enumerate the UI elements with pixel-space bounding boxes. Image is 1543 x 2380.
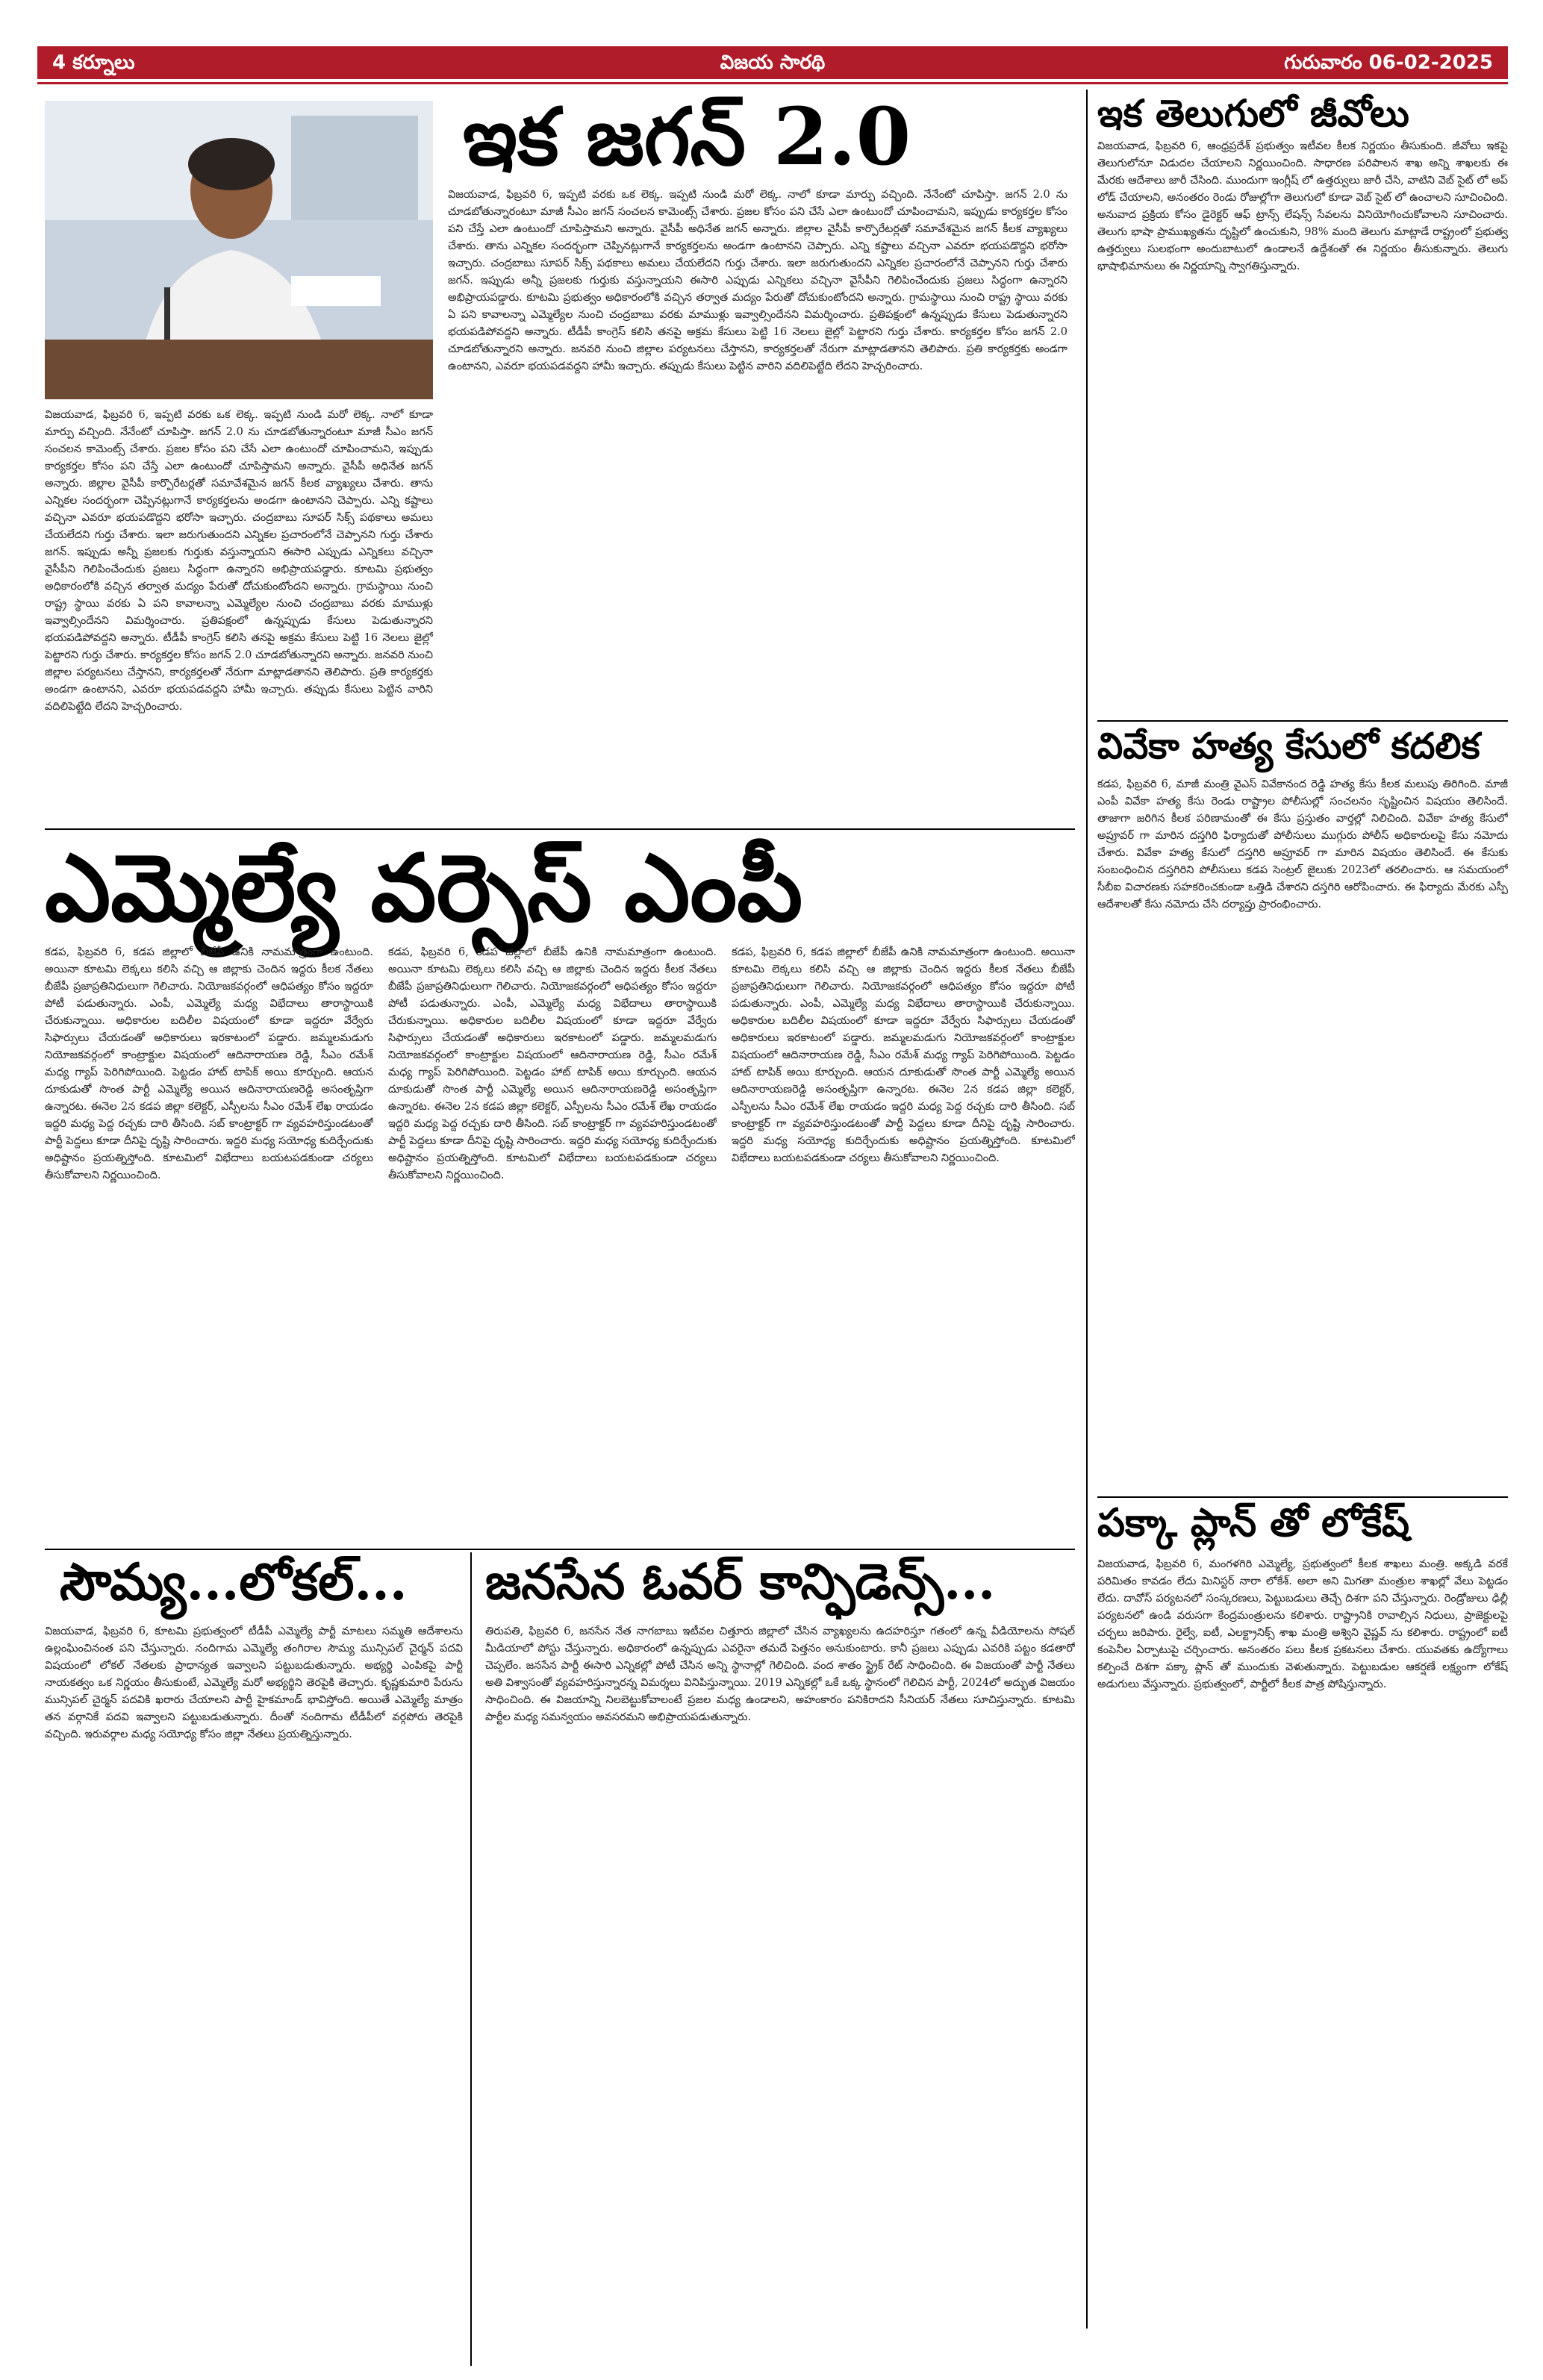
mla-mp-headline: ఎమ్మెల్యే వర్సెస్ ఎంపీ: [45, 834, 803, 943]
janasena-headline: జనసేన ఓవర్ కాన్ఫిడెన్స్...: [485, 1552, 996, 1611]
janasena-body: తిరుపతి, ఫిబ్రవరి 6, జనసేన నేత నాగబాబు ఇటీవల చిత్తూరు జిల్లాలో చేసిన వ్యాఖ్యలను ఉదహరిస్తూ గతంలో ఉన్న వీడియోలను సోషల్ మీడియాలో పోస్టు చేస్తున్నారు. అధికారంలో ఉన్నప్పుడు ఎవరైనా తమదే పెత్తనం అనుకుంటారు. కానీ ప్రజలు ఎప్పుడు ఎవరికి పట్టం కడతారో చెప్పలేం. జనసేన పార్టీ ఈసారి ఎన్నికల్లో పోటీ చేసిన అన్ని స్థానాల్లో గెలిచింది. వంద శాతం స్ట్రైక్ రేట్ సాధించింది. ఈ విజయంతో పార్టీ నేతలు అతి విశ్వాసంతో వ్యవహరిస్తున్నారన్న విమర్శలు వినిపిస్తున్నాయి. 2019 ఎన్నికల్లో ఒకే ఒక్క స్థానంలో గెలిచిన పార్టీ, 2024లో అద్భుత విజయం సాధించింది. ఈ విజయాన్ని నిలబెట్టుకోవాలంటే ప్రజల మధ్య ఉండాలని, అహంకారం పనికిరాదని సీనియర్ నేతలు సూచిస్తున్నారు. కూటమి పార్టీల మధ్య సమన్వయం అవసరమని అభిప్రాయపడుతున్నారు.: [485, 1625, 1075, 1723]
page-label: 4 కర్నూలు: [52, 51, 135, 74]
paper-name: విజయ సారథి: [720, 51, 826, 74]
somya-headline: సౌమ్య...లోకల్...: [60, 1552, 408, 1612]
story-divider: [1097, 1496, 1508, 1498]
page-header: [0, 0, 1543, 90]
column-divider: [470, 1552, 472, 2366]
jagan-body-col2: విజయవాడ, ఫిబ్రవరి 6, ఇప్పటి వరకు ఒక లెక్క. ఇప్పటి నుండి మరో లెక్క. నాలో కూడా మార్పు వచ్చింది. నేనేంటో చూపిస్తా. జగన్ 2.0 ను చూడబోతున్నారంటూ మాజీ సీఎం జగన్ సంచలన కామెంట్స్ చేశారు. ప్రజల కోసం పని చేసే ఎలా ఉంటుందో చూపించామని, ఇప్పుడు కార్యకర్తల కోసం పని చేస్తే ఎలా ఉంటుందో చూపిస్తామని అన్నారు. వైసీపీ అధినేత జగన్ అన్నారు. జిల్లాల వైసీపీ కార్పొరేటర్లతో సమావేశమైన జగన్ కీలక వ్యాఖ్యలు చేశారు. తాను ఎన్నికల సందర్భంగా చెప్పినట్లుగానే కార్యకర్తలను అండగా ఉంటానని చెప్పారు. ఎన్ని కష్టాలు వచ్చినా ఎవరూ భయపడొద్దని భరోసా ఇచ్చారు. చంద్రబాబు సూపర్ సిక్స్ పథకాలు అమలు చేయలేదని గుర్తు చేశారు. ఇలా జరుగుతుందని ఎన్నికల ప్రచారంలోనే చెప్పానని గుర్తు చేశారు జగన్. ఇప్పుడు అన్నీ ప్రజలకు గుర్తుకు వస్తున్నాయని ఈసారి ఎప్పుడు ఎన్నికలు వచ్చినా వైసీపీని గెలిపించేందుకు ప్రజలు సిద్ధంగా ఉన్నారని అభిప్రాయపడ్డారు. కూటమి ప్రభుత్వం అధికారంలోకి వచ్చిన తర్వాత మద్యం పేరుతో దోచుకుంటోందని అన్నారు. గ్రామస్థాయి నుంచి రాష్ట్ర స్థాయి వరకు ఏ పని కావాలన్నా ఎమ్మెల్యేల నుంచి చంద్రబాబు వరకు మాముళ్లు ఇవ్వాల్సిందేనని విమర్శించారు. ప్రతిపక్షంలో ఉన్నప్పుడు కేసులు పెడుతున్నారని భయపడిపోవద్దని అన్నారు. టీడీపీ కాంగ్రెస్ కలిసి తనపై అక్రమ కేసులు పెట్టి 16 నెలలు జైల్లో పెట్టారని గుర్తు చేశారు. కార్యకర్తల కోసం జగన్ 2.0 చూడబోతున్నారని అన్నారు. జనవరి నుంచి జిల్లాల పర్యటనలు చేస్తానని, కార్యకర్తలతో నేరుగా మాట్లాడతానని తెలిపారు. ప్రతి కార్యకర్తకు అండగా ఉంటానని, ఎవరూ భయపడవద్దని హామీ ఇచ్చారు. తప్పుడు కేసులు పెట్టిన వారిని వదిలిపెట్టేది లేదని హెచ్చరించారు.: [448, 189, 1067, 372]
somya-body: విజయవాడ, ఫిబ్రవరి 6, కూటమి ప్రభుత్వంలో టీడీపీ ఎమ్మెల్యే పార్టీ మాటలు సమ్మతి ఆదేశాలను ఉల్లంఘించినంత పని చేస్తున్నారు. నందిగామ ఎమ్మెల్యే తంగిరాల సౌమ్య మున్సిపల్ చైర్మన్ పదవి విషయంలో లోకల్ నేతలకు ప్రాధాన్యత ఇవ్వాలని పట్టుబడుతున్నారు. అభ్యర్థి ఎంపికపై పార్టీ నాయకత్వం ఒక నిర్ణయం తీసుకుంటే, ఎమ్మెల్యే మరో అభ్యర్థిని తెరపైకి తెచ్చారు. కృష్ణకుమారి పేరును మున్సిపల్ చైర్మన్ పదవికి ఖరారు చేయాలని పార్టీ హైకమాండ్ భావిస్తోంది. అయితే ఎమ్మెల్యే మాత్రం తన వర్గానికే పదవి ఇవ్వాలని పట్టుబడుతున్నారు. దీంతో నందిగామ టీడీపీలో వర్గపోరు తెరపైకి వచ్చింది. ఇరువర్గాల మధ్య సయోధ్య కోసం జిల్లా నేతలు ప్రయత్నిస్తున్నారు.: [45, 1625, 463, 1740]
mla-mp-body-col3: కడప, ఫిబ్రవరి 6, కడప జిల్లాలో బీజేపీ ఉనికి నామమాత్రంగా ఉంటుంది. అయినా కూటమి లెక్కలు కలిసి వచ్చి ఆ జిల్లాకు చెందిన ఇద్దరు కీలక నేతలు బీజేపీ ప్రజాప్రతినిధులుగా గెలిచారు. నియోజకవర్గంలో ఆధిపత్యం కోసం ఇద్దరూ పోటీ పడుతున్నారు. ఎంపీ, ఎమ్మెల్యే మధ్య విభేదాలు తారాస్థాయికి చేరుకున్నాయి. అధికారుల బదిలీల విషయంలో కూడా ఇద్దరూ వేర్వేరు సిఫార్సులు చేయడంతో అధికారులు ఇరకాటంలో పడ్డారు. జమ్మలమడుగు నియోజకవర్గంలో కాంట్రాక్టుల విషయంలో ఆదినారాయణ రెడ్డి, సీఎం రమేశ్ మధ్య గ్యాప్ పెరిగిపోయింది. పెట్టడం హాట్ టాపిక్ అయి కూర్చుంది. ఆయన దూకుడుతో సొంత పార్టీ ఎమ్మెల్యే అయిన ఆదినారాయణరెడ్డి అసంతృప్తిగా ఉన్నారట. ఈనెల 2న కడప జిల్లా కలెక్టర్, ఎస్పీలను సీఎం రమేశ్ లేఖ రాయడం ఇద్దరి మధ్య పెద్ద రచ్చకు దారి తీసింది. సబ్ కాంట్రాక్టర్ గా వ్యవహరిస్తుండటంతో పార్టీ పెద్దలు కూడా దీనిపై దృష్టి సారించారు. ఇద్దరి మధ్య సయోధ్య కుదిర్చేందుకు అధిష్టానం ప్రయత్నిస్తోంది. కూటమిలో విభేదాలు బయటపడకుండా చర్యలు తీసుకోవాలని నిర్ణయించింది.: [732, 946, 1075, 1164]
masthead-bar: [37, 46, 1508, 79]
govt-orders-headline: ఇక తెలుగులో జీవోలు: [1097, 91, 1409, 135]
story-divider: [45, 1549, 1075, 1550]
issue-date: గురువారం 06-02-2025: [1284, 51, 1493, 74]
viveka-body: కడప, ఫిబ్రవరి 6, మాజీ మంత్రి వైఎస్ వివేకానంద రెడ్డి హత్య కేసు కీలక మలుపు తిరిగింది. మాజీ ఎంపీ వివేకా హత్య కేసు రెండు రాష్ట్రాల పోలీసుల్లో సంచలనం సృష్టించిన విషయం తెలిసిందే. తాజాగా జరిగిన కీలక పరిణామంతో ఈ కేసు ప్రస్తుతం వార్తల్లో నిలిచింది. వివేకా హత్య కేసులో అప్రూవర్ గా మారిన దస్తగిరి ఫిర్యాదుతో పోలీసులు ముగ్గురు పోలీస్ అధికారులపై కేసు నమోదు చేశారు. వివేకా హత్య కేసులో దస్తగిరి అప్రూవర్ గా మారిన విషయం తెలిసిందే. ఈ కేసుకు సంబంధించిన దస్తగిరిని పోలీసులు కడప సెంట్రల్ జైలుకు 2023లో తరలించారు. ఆ సమయంలో సీబీఐ విచారణకు సహకరించకుండా ఒత్తిడి చేశారని దస్తగిరి ఆరోపించారు. ఈ ఫిర్యాదు మేరకు ఎస్పీ ఆదేశాలతో కేసు నమోదు చేసి దర్యాప్తు ప్రారంభించారు.: [1097, 778, 1508, 911]
jagan-body-col1: విజయవాడ, ఫిబ్రవరి 6, ఇప్పటి వరకు ఒక లెక్క. ఇప్పటి నుండి మరో లెక్క. నాలో కూడా మార్పు వచ్చింది. నేనేంటో చూపిస్తా. జగన్ 2.0 ను చూడబోతున్నారంటూ మాజీ సీఎం జగన్ సంచలన కామెంట్స్ చేశారు. ప్రజల కోసం పని చేసే ఎలా ఉంటుందో చూపించామని, ఇప్పుడు కార్యకర్తల కోసం పని చేస్తే ఎలా ఉంటుందో చూపిస్తామని అన్నారు. వైసీపీ అధినేత జగన్ అన్నారు. జిల్లాల వైసీపీ కార్పొరేటర్లతో సమావేశమైన జగన్ కీలక వ్యాఖ్యలు చేశారు. తాను ఎన్నికల సందర్భంగా చెప్పినట్లుగానే కార్యకర్తలను అండగా ఉంటానని చెప్పారు. ఎన్ని కష్టాలు వచ్చినా ఎవరూ భయపడొద్దని భరోసా ఇచ్చారు. చంద్రబాబు సూపర్ సిక్స్ పథకాలు అమలు చేయలేదని గుర్తు చేశారు. ఇలా జరుగుతుందని ఎన్నికల ప్రచారంలోనే చెప్పానని గుర్తు చేశారు జగన్. ఇప్పుడు అన్నీ ప్రజలకు గుర్తుకు వస్తున్నాయని ఈసారి ఎప్పుడు ఎన్నికలు వచ్చినా వైసీపీని గెలిపించేందుకు ప్రజలు సిద్ధంగా ఉన్నారని అభిప్రాయపడ్డారు. కూటమి ప్రభుత్వం అధికారంలోకి వచ్చిన తర్వాత మద్యం పేరుతో దోచుకుంటోందని అన్నారు. గ్రామస్థాయి నుంచి రాష్ట్ర స్థాయి వరకు ఏ పని కావాలన్నా ఎమ్మెల్యేల నుంచి చంద్రబాబు వరకు మాముళ్లు ఇవ్వాల్సిందేనని విమర్శించారు. ప్రతిపక్షంలో ఉన్నప్పుడు కేసులు పెడుతున్నారని భయపడిపోవద్దని అన్నారు. టీడీపీ కాంగ్రెస్ కలిసి తనపై అక్రమ కేసులు పెట్టి 16 నెలలు జైల్లో పెట్టారని గుర్తు చేశారు. కార్యకర్తల కోసం జగన్ 2.0 చూడబోతున్నారని అన్నారు. జనవరి నుంచి జిల్లాల పర్యటనలు చేస్తానని, కార్యకర్తలతో నేరుగా మాట్లాడతానని తెలిపారు. ప్రతి కార్యకర్తకు అండగా ఉంటానని, ఎవరూ భయపడవద్దని హామీ ఇచ్చారు. తప్పుడు కేసులు పెట్టిన వారిని వదిలిపెట్టేది లేదని హెచ్చరించారు.: [45, 409, 433, 713]
lokesh-body: విజయవాడ, ఫిబ్రవరి 6, మంగళగిరి ఎమ్మెల్యే, ప్రభుత్వంలో కీలక శాఖలు మంత్రి. అక్కడి వరకే పరిమితం కావడం లేదు మినిస్టర్ నారా లోకేశ్. అలా అని మిగతా మంత్రుల శాఖల్లో వేలు పెట్టడం లేదు. దావోస్ పర్యటనలో సంస్కరణలు, పెట్టుబడులు తెచ్చే దిశగా పని చేస్తున్నారు. రెండ్రోజులు ఢిల్లీ పర్యటనలో ఉండి వరుసగా కేంద్రమంత్రులను కలిశారు. రాష్ట్రానికి రావాల్సిన నిధులు, ప్రాజెక్టులపై చర్చలు జరిపారు. రైల్వే, ఐటీ, ఎలక్ట్రానిక్స్ శాఖ మంత్రి అశ్విని వైష్ణవ్ ను కలిశారు. రాష్ట్రంలో ఐటీ కంపెనీల ఏర్పాటుపై చర్చించారు. అనంతరం పలు కీలక ప్రకటనలు చేశారు. యువతకు ఉద్యోగాలు కల్పించే దిశగా పక్కా ప్లాన్ తో ముందుకు వెళుతున్నారు. పెట్టుబడుల ఆకర్షణే లక్ష్యంగా లోకేష్ అడుగులు వేస్తున్నారు. ప్రభుత్వంలో, పార్టీలో కీలక పాత్ర పోషిస్తున్నారు.: [1097, 1558, 1508, 1690]
column-divider: [1086, 90, 1088, 2329]
jagan-headline: ఇక జగన్ 2.0: [463, 90, 911, 183]
header-rule: [37, 82, 1508, 84]
govt-orders-body: విజయవాడ, ఫిబ్రవరి 6, ఆంధ్రప్రదేశ్ ప్రభుత్వం ఇటీవల కీలక నిర్ణయం తీసుకుంది. జీవోలు ఇకపై తెలుగులోనూ విడుదల చేయాలని నిర్ణయించింది. సాధారణ పరిపాలన శాఖ అన్ని శాఖలకు ఈ మేరకు ఆదేశాలు జారీ చేసింది. ముందుగా ఇంగ్లీష్ లో ఉత్తర్వులు జారీ చేసి, వాటిని వెబ్ సైట్ లో అప్ లోడ్ చేయాలని, అనంతరం రెండు రోజుల్లోగా తెలుగులో కూడా వెబ్ సైట్ లో ఉంచాలని సూచించింది. అనువాద ప్రక్రియ కోసం డైరెక్టర్ ఆఫ్ ట్రాన్స్ లేషన్స్ సేవలను వినియోగించుకోవాలని సూచించారు. తెలుగు భాషా ప్రాముఖ్యతను దృష్టిలో ఉంచుకుని, 98% మంది తెలుగు మాట్లాడే రాష్ట్రంలో ప్రభుత్వ ఉత్తర్వులు సులభంగా అందుబాటులో ఉండాలనే ఉద్దేశంతో ఈ నిర్ణయం తీసుకున్నారు. తెలుగు భాషాభిమానులు ఈ నిర్ణయాన్ని స్వాగతిస్తున్నారు.: [1097, 140, 1508, 272]
meeting-photo-image: [45, 101, 433, 399]
meeting-photo: [45, 101, 433, 399]
mla-mp-body-col2: కడప, ఫిబ్రవరి 6, కడప జిల్లాలో బీజేపీ ఉనికి నామమాత్రంగా ఉంటుంది. అయినా కూటమి లెక్కలు కలిసి వచ్చి ఆ జిల్లాకు చెందిన ఇద్దరు కీలక నేతలు బీజేపీ ప్రజాప్రతినిధులుగా గెలిచారు. నియోజకవర్గంలో ఆధిపత్యం కోసం ఇద్దరూ పోటీ పడుతున్నారు. ఎంపీ, ఎమ్మెల్యే మధ్య విభేదాలు తారాస్థాయికి చేరుకున్నాయి. అధికారుల బదిలీల విషయంలో కూడా ఇద్దరూ వేర్వేరు సిఫార్సులు చేయడంతో అధికారులు ఇరకాటంలో పడ్డారు. జమ్మలమడుగు నియోజకవర్గంలో కాంట్రాక్టుల విషయంలో ఆదినారాయణ రెడ్డి, సీఎం రమేశ్ మధ్య గ్యాప్ పెరిగిపోయింది. పెట్టడం హాట్ టాపిక్ అయి కూర్చుంది. ఆయన దూకుడుతో సొంత పార్టీ ఎమ్మెల్యే అయిన ఆదినారాయణరెడ్డి అసంతృప్తిగా ఉన్నారట. ఈనెల 2న కడప జిల్లా కలెక్టర్, ఎస్పీలను సీఎం రమేశ్ లేఖ రాయడం ఇద్దరి మధ్య పెద్ద రచ్చకు దారి తీసింది. సబ్ కాంట్రాక్టర్ గా వ్యవహరిస్తుండటంతో పార్టీ పెద్దలు కూడా దీనిపై దృష్టి సారించారు. ఇద్దరి మధ్య సయోధ్య కుదిర్చేందుకు అధిష్టానం ప్రయత్నిస్తోంది. కూటమిలో విభేదాలు బయటపడకుండా చర్యలు తీసుకోవాలని నిర్ణయించింది.: [388, 946, 717, 1181]
mla-mp-body-col1: కడప, ఫిబ్రవరి 6, కడప జిల్లాలో బీజేపీ ఉనికి నామమాత్రంగా ఉంటుంది. అయినా కూటమి లెక్కలు కలిసి వచ్చి ఆ జిల్లాకు చెందిన ఇద్దరు కీలక నేతలు బీజేపీ ప్రజాప్రతినిధులుగా గెలిచారు. నియోజకవర్గంలో ఆధిపత్యం కోసం ఇద్దరూ పోటీ పడుతున్నారు. ఎంపీ, ఎమ్మెల్యే మధ్య విభేదాలు తారాస్థాయికి చేరుకున్నాయి. అధికారుల బదిలీల విషయంలో కూడా ఇద్దరూ వేర్వేరు సిఫార్సులు చేయడంతో అధికారులు ఇరకాటంలో పడ్డారు. జమ్మలమడుగు నియోజకవర్గంలో కాంట్రాక్టుల విషయంలో ఆదినారాయణ రెడ్డి, సీఎం రమేశ్ మధ్య గ్యాప్ పెరిగిపోయింది. పెట్టడం హాట్ టాపిక్ అయి కూర్చుంది. ఆయన దూకుడుతో సొంత పార్టీ ఎమ్మెల్యే అయిన ఆదినారాయణరెడ్డి అసంతృప్తిగా ఉన్నారట. ఈనెల 2న కడప జిల్లా కలెక్టర్, ఎస్పీలను సీఎం రమేశ్ లేఖ రాయడం ఇద్దరి మధ్య పెద్ద రచ్చకు దారి తీసింది. సబ్ కాంట్రాక్టర్ గా వ్యవహరిస్తుండటంతో పార్టీ పెద్దలు కూడా దీనిపై దృష్టి సారించారు. ఇద్దరి మధ్య సయోధ్య కుదిర్చేందుకు అధిష్టానం ప్రయత్నిస్తోంది. కూటమిలో విభేదాలు బయటపడకుండా చర్యలు తీసుకోవాలని నిర్ణయించింది.: [45, 946, 373, 1181]
story-divider: [45, 828, 1075, 830]
story-divider: [1097, 720, 1508, 722]
lokesh-headline: పక్కా ప్లాన్ తో లోకేష్: [1097, 1500, 1410, 1546]
viveka-headline: వివేకా హత్య కేసులో కదలిక: [1097, 725, 1480, 767]
